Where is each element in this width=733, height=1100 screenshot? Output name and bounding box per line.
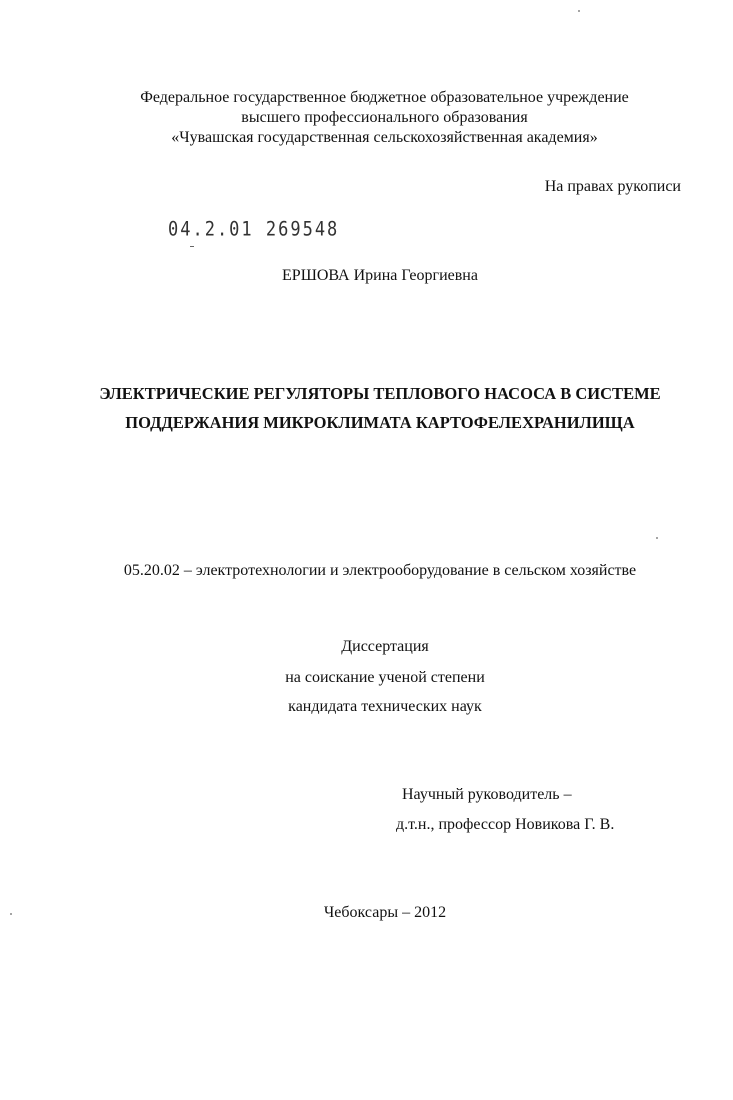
supervisor-label: Научный руководитель – xyxy=(402,786,572,803)
thesis-title-line-2: ПОДДЕРЖАНИЯ МИКРОКЛИМАТА КАРТОФЕЛЕХРАНИЛИЩА xyxy=(125,413,635,432)
author-name: ЕРШОВА Ирина Георгиевна xyxy=(282,267,478,284)
dissertation-label: Диссертация xyxy=(341,638,429,655)
degree-line-1: на соискание ученой степени xyxy=(285,669,485,686)
manuscript-rights-note: На правах рукописи xyxy=(544,178,681,195)
supervisor-name: д.т.н., профессор Новикова Г. В. xyxy=(396,816,615,833)
thesis-title-line-1: ЭЛЕКТРИЧЕСКИЕ РЕГУЛЯТОРЫ ТЕПЛОВОГО НАСОСА В СИСТЕМЕ xyxy=(99,384,661,403)
stamp-mark xyxy=(190,246,194,247)
institution-line-1: Федеральное государственное бюджетное образовательное учреждение xyxy=(140,89,629,106)
scan-speck xyxy=(578,10,580,12)
scan-speck xyxy=(10,913,12,915)
institution-line-2: высшего профессионального образования xyxy=(241,109,528,126)
place-and-year: Чебоксары – 2012 xyxy=(323,904,447,921)
institution-line-3: «Чувашская государственная сельскохозяйственная академия» xyxy=(171,129,598,146)
registration-stamp: 04.2.01 269548 xyxy=(168,218,340,241)
degree-line-2: кандидата технических наук xyxy=(288,698,482,715)
specialty-code: 05.20.02 – электротехнологии и электрооборудование в сельском хозяйстве xyxy=(123,562,637,579)
scan-speck xyxy=(656,537,658,539)
